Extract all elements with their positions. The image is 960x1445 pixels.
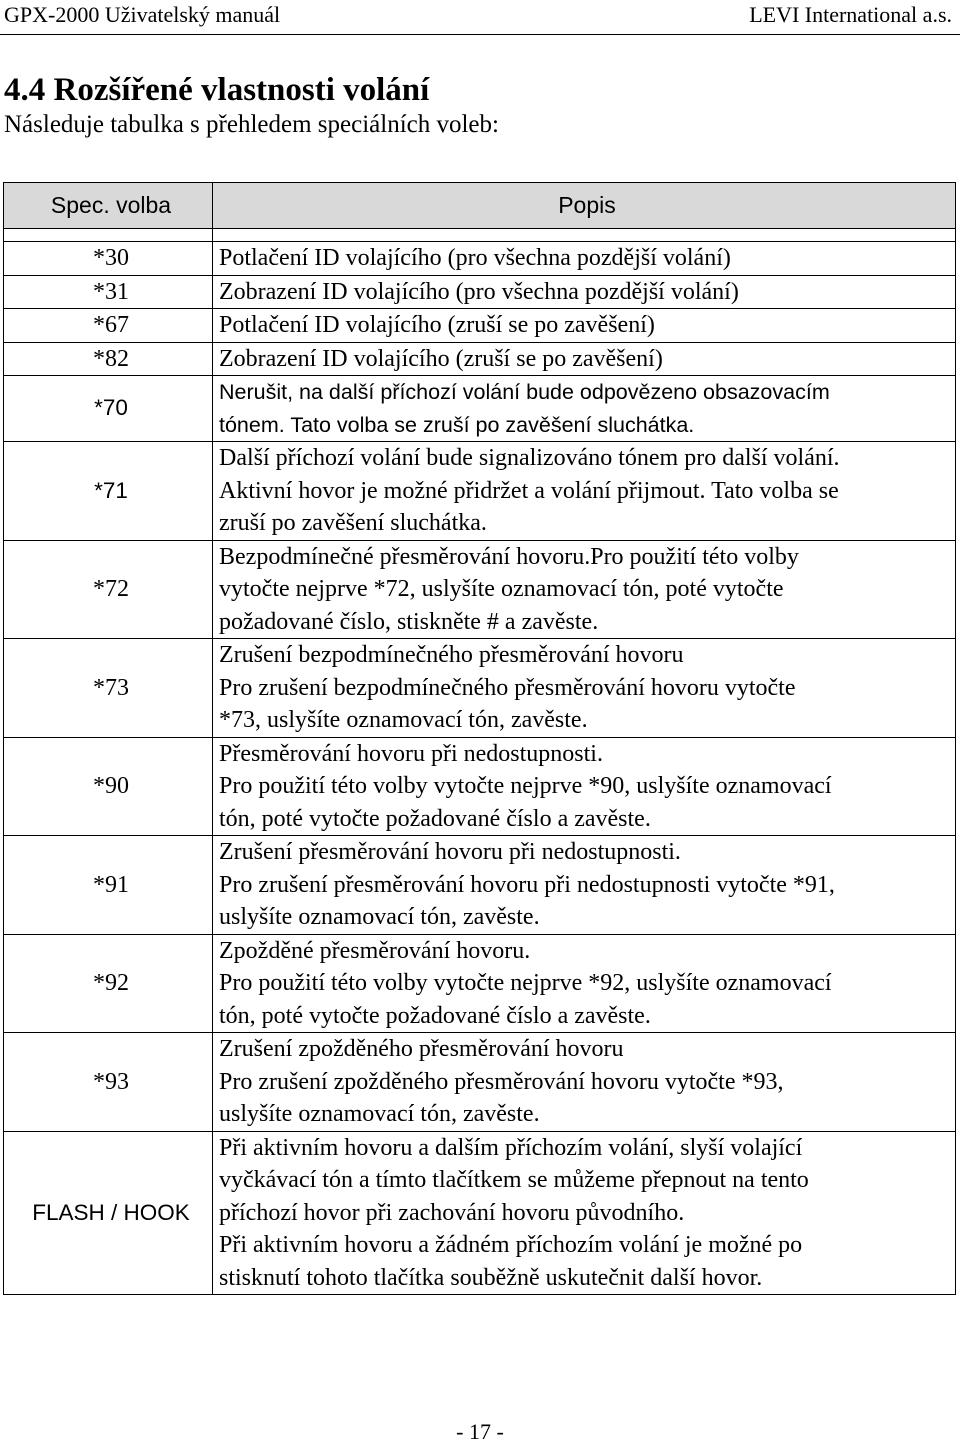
table-header-row — [4, 183, 956, 229]
special-code-cell: *72 — [4, 540, 213, 639]
description-line: tón, poté vytočte požadované číslo a zavěste. — [219, 805, 651, 832]
description-line: zruší po zavěšení sluchátka. — [219, 510, 487, 536]
column-header-description: Popis — [213, 183, 956, 229]
special-code-cell: *92 — [4, 934, 213, 1033]
special-code-cell: *82 — [4, 342, 213, 376]
description-line: Potlačení ID volajícího (pro všechna pozdější volání) — [219, 245, 731, 271]
description-line: Zobrazení ID volajícího (zruší se po zavěšení) — [219, 345, 663, 372]
description-line: Zrušení zpožděného přesměrování hovoru — [219, 1036, 624, 1062]
special-code-cell: *67 — [4, 309, 213, 343]
description-line: Při aktivním hovoru a dalším příchozím volání, slyší volající — [219, 1134, 803, 1161]
description-line: Zpožděné přesměrování hovoru. — [219, 937, 531, 964]
description-line: *73, uslyšíte oznamovací tón, zavěste. — [219, 707, 588, 733]
special-code-cell: *71 — [4, 442, 213, 541]
description-cell — [213, 1131, 956, 1295]
description-line: Pro použití této volby vytočte nejprve *92, uslyšíte oznamovací — [219, 970, 832, 996]
description-line: vyčkávací tón a tímto tlačítkem se můžeme přepnout na tento — [219, 1167, 809, 1193]
description-line: Zrušení přesměrování hovoru při nedostupnosti. — [219, 839, 681, 865]
description-line: Nerušit, na další příchozí volání bude odpovězeno obsazovacím — [219, 380, 830, 404]
description-line: Zobrazení ID volajícího (pro všechna pozdější volání) — [219, 278, 739, 305]
table-row — [4, 309, 956, 343]
description-cell — [213, 442, 956, 541]
table-row — [4, 275, 956, 309]
description-cell — [213, 342, 956, 376]
description-line: Pro zrušení zpožděného přesměrování hovoru vytočte *93, — [219, 1068, 784, 1095]
table-row — [4, 442, 956, 541]
special-code-cell: *30 — [4, 242, 213, 276]
special-code-cell: *91 — [4, 836, 213, 935]
description-line: stisknutí tohoto tlačítka souběžně uskutečnit další hovor. — [219, 1264, 763, 1291]
table-row — [4, 1033, 956, 1132]
description-line: požadované číslo, stiskněte # a zavěste. — [219, 608, 599, 635]
description-line: tón, poté vytočte požadované číslo a zavěste. — [219, 1002, 651, 1029]
special-code-cell: FLASH / HOOK — [4, 1131, 213, 1295]
description-line: uslyšíte oznamovací tón, zavěste. — [219, 904, 540, 930]
description-cell — [213, 376, 956, 442]
description-cell — [213, 1033, 956, 1132]
description-cell — [213, 309, 956, 343]
description-cell — [213, 639, 956, 738]
description-cell — [213, 737, 956, 836]
manual-title: GPX-2000 Uživatelský manuál — [4, 2, 281, 27]
description-cell — [213, 934, 956, 1033]
description-line: tónem. Tato volba se zruší po zavěšení sluchátka. — [219, 412, 695, 437]
company-name: LEVI International a.s. — [749, 2, 952, 27]
description-line: Pro zrušení přesměrování hovoru při nedostupnosti vytočte *91, — [219, 871, 835, 898]
description-line: Další příchozí volání bude signalizováno tónem pro další volání. — [219, 445, 840, 471]
description-line: vytočte nejprve *72, uslyšíte oznamovací tón, poté vytočte — [219, 576, 784, 602]
description-cell — [213, 242, 956, 276]
description-line: Zrušení bezpodmínečného přesměrování hovoru — [219, 642, 684, 668]
table-row — [4, 342, 956, 376]
description-line: Potlačení ID volajícího (zruší se po zavěšení) — [219, 312, 655, 338]
special-codes-table — [3, 182, 956, 1295]
description-line: Bezpodmínečné přesměrování hovoru.Pro použití této volby — [219, 543, 799, 570]
table-row — [4, 934, 956, 1033]
intro-text: Následuje tabulka s přehledem speciálních voleb: — [4, 111, 499, 138]
special-code-cell: *70 — [4, 376, 213, 442]
table-row — [4, 737, 956, 836]
description-line: příchozí hovor při zachování hovoru původního. — [219, 1199, 685, 1226]
special-code-cell: *90 — [4, 737, 213, 836]
table-spacer-row — [4, 229, 956, 242]
table-row — [4, 376, 956, 442]
description-line: Aktivní hovor je možné přidržet a volání přijmout. Tato volba se — [219, 477, 839, 504]
table-row — [4, 639, 956, 738]
description-line: Přesměrování hovoru při nedostupnosti. — [219, 740, 603, 767]
table-row — [4, 836, 956, 935]
description-line: Pro použití této volby vytočte nejprve *90, uslyšíte oznamovací — [219, 773, 832, 799]
special-code-cell: *93 — [4, 1033, 213, 1132]
description-cell — [213, 540, 956, 639]
table-row — [4, 242, 956, 276]
column-header-code: Spec. volba — [4, 183, 213, 229]
special-code-cell: *31 — [4, 275, 213, 309]
section-title: 4.4 Rozšířené vlastnosti volání — [4, 72, 430, 108]
description-cell — [213, 836, 956, 935]
page-number: - 17 - — [456, 1419, 504, 1444]
table-body — [4, 229, 956, 1295]
description-line: uslyšíte oznamovací tón, zavěste. — [219, 1101, 540, 1127]
page-header — [0, 0, 960, 35]
description-cell — [213, 275, 956, 309]
table-row — [4, 1131, 956, 1295]
special-code-cell: *73 — [4, 639, 213, 738]
description-line: Pro zrušení bezpodmínečného přesměrování hovoru vytočte — [219, 674, 796, 701]
table-row — [4, 540, 956, 639]
description-line: Při aktivním hovoru a žádném příchozím volání je možné po — [219, 1232, 803, 1258]
